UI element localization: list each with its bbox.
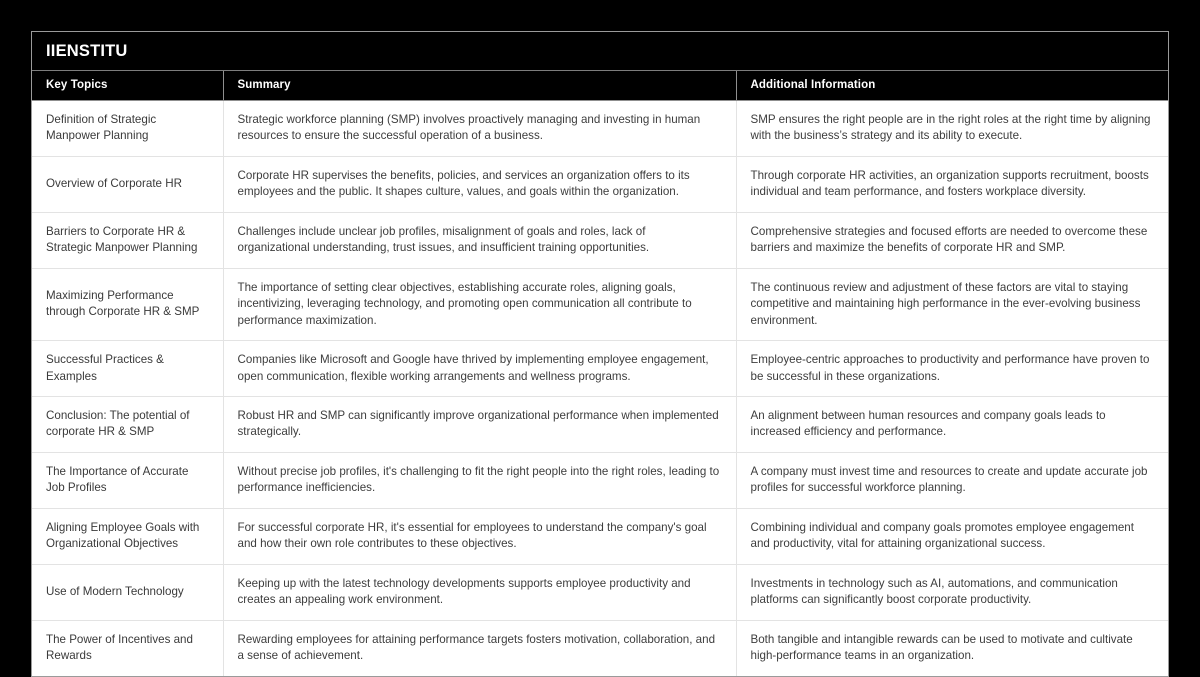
table-row	[32, 620, 1168, 675]
table-header	[32, 71, 1168, 101]
table-row	[32, 452, 1168, 508]
table-row	[32, 212, 1168, 268]
table-row	[32, 508, 1168, 564]
cell-summary: For successful corporate HR, it's essential for employees to understand the company's goal and how their own role contributes to these objectives.	[223, 508, 736, 564]
column-header-summary: Summary	[223, 71, 736, 101]
cell-additional-information: Comprehensive strategies and focused efforts are needed to overcome these barriers and maximize the benefits of corporate HR and SMP.	[736, 212, 1168, 268]
cell-key-topic: The Importance of Accurate Job Profiles	[32, 452, 223, 508]
cell-additional-information: The continuous review and adjustment of these factors are vital to staying competitive and maintaining high performance in the ever-evolving business environment.	[736, 268, 1168, 340]
cell-summary: Corporate HR supervises the benefits, policies, and services an organization offers to its employees and the public. It shapes culture, values, and goals within the organization.	[223, 156, 736, 212]
cell-additional-information: SMP ensures the right people are in the right roles at the right time by aligning with the business’s strategy and its ability to execute.	[736, 101, 1168, 157]
cell-summary: Robust HR and SMP can significantly improve organizational performance when implemented strategically.	[223, 396, 736, 452]
cell-key-topic: Conclusion: The potential of corporate HR & SMP	[32, 396, 223, 452]
cell-key-topic: Overview of Corporate HR	[32, 156, 223, 212]
cell-key-topic: Definition of Strategic Manpower Planning	[32, 101, 223, 157]
cell-additional-information: An alignment between human resources and company goals leads to increased efficiency and performance.	[736, 396, 1168, 452]
table-row	[32, 396, 1168, 452]
cell-key-topic: The Power of Incentives and Rewards	[32, 620, 223, 675]
column-header-additional-information: Additional Information	[736, 71, 1168, 101]
cell-summary: Rewarding employees for attaining performance targets fosters motivation, collaboration, and a sense of achievement.	[223, 620, 736, 675]
cell-summary: The importance of setting clear objectives, establishing accurate roles, aligning goals, incentivizing, leveraging technology, and promoting open communication all contribute to performance maximization.	[223, 268, 736, 340]
table-row	[32, 101, 1168, 157]
cell-additional-information: Investments in technology such as AI, automations, and communication platforms can significantly boost corporate productivity.	[736, 564, 1168, 620]
table-row	[32, 341, 1168, 397]
table-row	[32, 564, 1168, 620]
brand-title-band	[32, 32, 1168, 71]
cell-key-topic: Use of Modern Technology	[32, 564, 223, 620]
table-row	[32, 156, 1168, 212]
cell-key-topic: Successful Practices & Examples	[32, 341, 223, 397]
cell-key-topic: Aligning Employee Goals with Organizational Objectives	[32, 508, 223, 564]
cell-summary: Without precise job profiles, it's challenging to fit the right people into the right roles, leading to performance inefficiencies.	[223, 452, 736, 508]
cell-additional-information: Both tangible and intangible rewards can be used to motivate and cultivate high-performance teams in an organization.	[736, 620, 1168, 675]
cell-summary: Strategic workforce planning (SMP) involves proactively managing and investing in human resources to ensure the successful operation of a business.	[223, 101, 736, 157]
cell-summary: Challenges include unclear job profiles, misalignment of goals and roles, lack of organizational understanding, trust issues, and insufficient training opportunities.	[223, 212, 736, 268]
cell-additional-information: A company must invest time and resources to create and update accurate job profiles for successful workforce planning.	[736, 452, 1168, 508]
column-header-key-topics: Key Topics	[32, 71, 223, 101]
cell-additional-information: Combining individual and company goals promotes employee engagement and productivity, vital for attaining organizational success.	[736, 508, 1168, 564]
table-header-row	[32, 71, 1168, 101]
table-body	[32, 101, 1168, 676]
cell-additional-information: Employee-centric approaches to productivity and performance have proven to be successful in these organizations.	[736, 341, 1168, 397]
table-row	[32, 268, 1168, 340]
key-topics-table	[32, 71, 1168, 676]
cell-key-topic: Barriers to Corporate HR & Strategic Manpower Planning	[32, 212, 223, 268]
cell-summary: Keeping up with the latest technology developments supports employee productivity and creates an appealing work environment.	[223, 564, 736, 620]
brand-title: IIENSTITU	[46, 41, 128, 60]
cell-key-topic: Maximizing Performance through Corporate HR & SMP	[32, 268, 223, 340]
cell-summary: Companies like Microsoft and Google have thrived by implementing employee engagement, open communication, flexible working arrangements and wellness programs.	[223, 341, 736, 397]
cell-additional-information: Through corporate HR activities, an organization supports recruitment, boosts individual and team performance, and fosters workplace diversity.	[736, 156, 1168, 212]
